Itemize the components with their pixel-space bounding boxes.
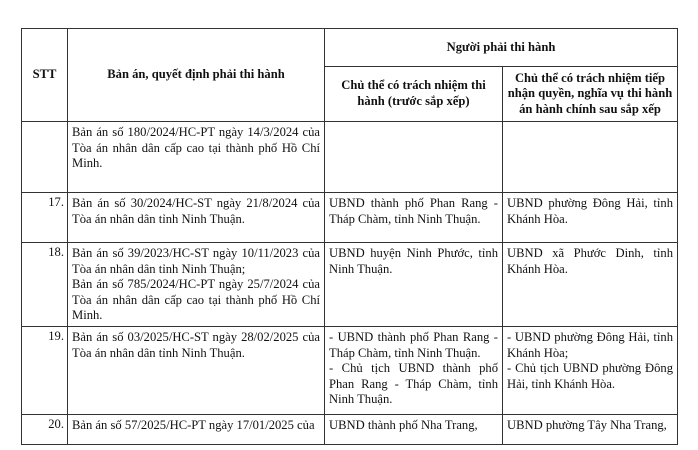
- table-row: [22, 327, 678, 415]
- header-after: Chủ thể có trách nhiệm tiếp nhận quyền, nghĩa vụ thi hành án hành chính sau sắp xếp: [503, 67, 678, 122]
- row-ruling: [68, 193, 325, 243]
- row-stt: 18.: [22, 243, 68, 327]
- table-row: [22, 122, 678, 193]
- table-row: [22, 193, 678, 243]
- row-before: [325, 327, 503, 415]
- ruling-text: Bản án số 785/2024/HC-PT ngày 25/7/2024 của Tòa án nhân dân cấp cao tại thành phố Hồ Chí Minh.: [72, 277, 320, 323]
- before-text: - UBND thành phố Phan Rang - Tháp Chàm, tỉnh Ninh Thuận.: [329, 330, 498, 360]
- header-before: Chủ thể có trách nhiệm thi hành (trước sắp xếp): [325, 67, 503, 122]
- row-stt: 19.: [22, 327, 68, 415]
- after-text: UBND xã Phước Dinh, tỉnh Khánh Hòa.: [507, 246, 673, 276]
- before-text: UBND thành phố Nha Trang,: [329, 418, 478, 432]
- row-stt: 17.: [22, 193, 68, 243]
- row-after: [503, 243, 678, 327]
- ruling-text: Bản án số 39/2023/HC-ST ngày 10/11/2023 của Tòa án nhân dân tỉnh Ninh Thuận;: [72, 246, 320, 276]
- enforcement-table: [21, 28, 678, 445]
- ruling-text: Bản án số 03/2025/HC-ST ngày 28/02/2025 của Tòa án nhân dân tỉnh Ninh Thuận.: [72, 330, 320, 360]
- after-text: - UBND phường Đông Hải, tỉnh Khánh Hòa;: [507, 330, 673, 360]
- header-stt: STT: [22, 29, 68, 122]
- after-text: - Chủ tịch UBND phường Đông Hải, tỉnh Khánh Hòa.: [507, 361, 673, 391]
- ruling-text: Bản án số 30/2024/HC-ST ngày 21/8/2024 của Tòa án nhân dân tỉnh Ninh Thuận.: [72, 196, 320, 226]
- ruling-text: Bản án số 180/2024/HC-PT ngày 14/3/2024 của Tòa án nhân dân cấp cao tại thành phố Hồ Chí Minh.: [72, 125, 320, 171]
- row-before: [325, 122, 503, 193]
- before-text: - Chủ tịch UBND thành phố Phan Rang - Tháp Chàm, tỉnh Ninh Thuận.: [329, 361, 498, 407]
- row-stt: 20.: [22, 415, 68, 445]
- ruling-text: Bản án số 57/2025/HC-PT ngày 17/01/2025 của: [72, 418, 315, 432]
- row-after: [503, 415, 678, 445]
- table-row: [22, 243, 678, 327]
- table-row: [22, 415, 678, 445]
- row-ruling: [68, 243, 325, 327]
- row-ruling: [68, 122, 325, 193]
- row-after: [503, 122, 678, 193]
- row-ruling: [68, 327, 325, 415]
- before-text: UBND thành phố Phan Rang - Tháp Chàm, tỉnh Ninh Thuận.: [329, 196, 498, 226]
- header-ruling: Bản án, quyết định phải thi hành: [68, 29, 325, 122]
- row-ruling: [68, 415, 325, 445]
- after-text: UBND phường Đông Hải, tỉnh Khánh Hòa.: [507, 196, 673, 226]
- row-after: [503, 193, 678, 243]
- row-before: [325, 415, 503, 445]
- after-text: UBND phường Tây Nha Trang,: [507, 418, 667, 432]
- before-text: UBND huyện Ninh Phước, tỉnh Ninh Thuận.: [329, 246, 498, 276]
- row-after: [503, 327, 678, 415]
- row-before: [325, 193, 503, 243]
- row-stt: [22, 122, 68, 193]
- row-before: [325, 243, 503, 327]
- header-obliged: Người phải thi hành: [325, 29, 678, 67]
